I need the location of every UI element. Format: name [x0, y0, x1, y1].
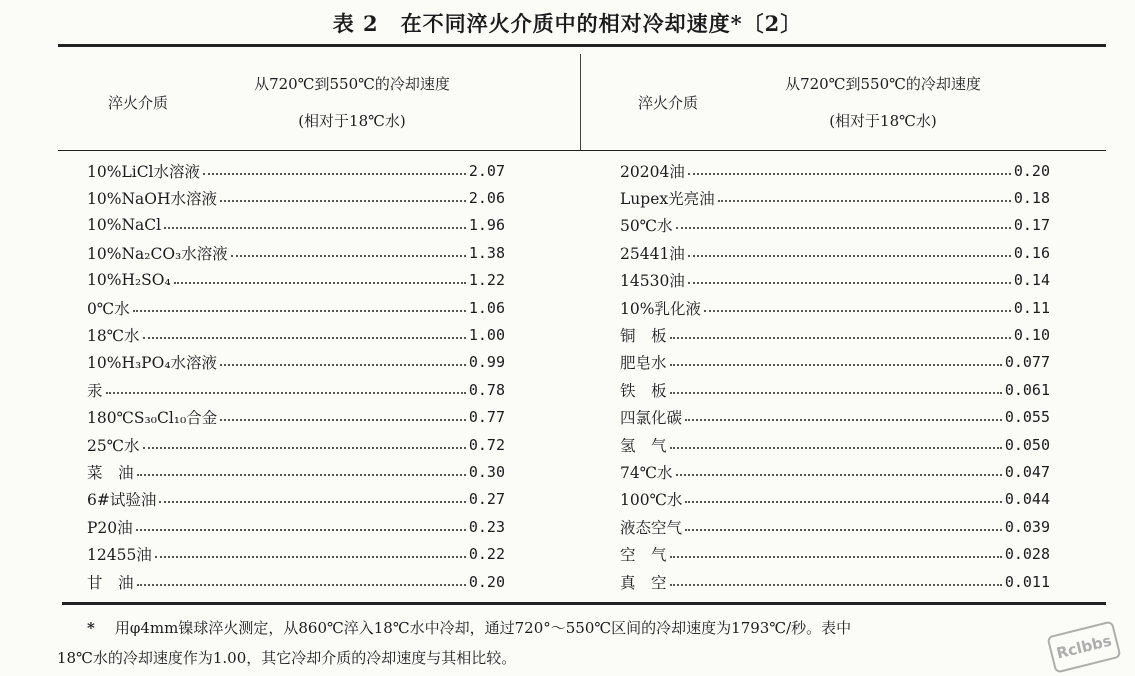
- cooling-rate-value: 0.17: [1013, 216, 1050, 235]
- medium-name: 10%LiCl水溶液: [87, 162, 201, 181]
- footnote-line1: 用φ4mm镍球淬火测定，从860℃淬入18℃水中冷却，通过720°～550℃区间的冷却速度为1793℃/秒。表中: [114, 619, 852, 637]
- leader-dots: [704, 310, 1011, 312]
- cooling-rate-value: 0.77: [468, 408, 505, 427]
- table-row: [87, 458, 505, 485]
- medium-name: 0℃水: [87, 299, 130, 318]
- table-row: [87, 568, 505, 595]
- table-row: [620, 513, 1050, 540]
- leader-dots: [106, 392, 466, 394]
- medium-name: 14530油: [620, 272, 685, 291]
- header-rate-line2: (相对于18℃水): [298, 112, 406, 130]
- cooling-rate-value: 0.11: [1013, 298, 1050, 317]
- cooling-rate-value: 0.16: [1013, 243, 1050, 262]
- header-rate-left: [212, 66, 492, 140]
- medium-name: 12455油: [87, 546, 152, 565]
- leader-dots: [670, 392, 1002, 394]
- medium-name: 10%乳化液: [620, 299, 701, 318]
- cooling-rate-value: 2.06: [468, 189, 505, 208]
- leader-dots: [688, 173, 1011, 175]
- cooling-rate-value: 1.00: [468, 326, 505, 345]
- medium-name: 25441油: [620, 244, 685, 263]
- leader-dots: [203, 173, 466, 175]
- leader-dots: [137, 584, 466, 586]
- medium-name: P20油: [87, 518, 133, 537]
- table-row: [87, 294, 505, 321]
- leader-dots: [143, 337, 466, 339]
- leader-dots: [136, 529, 466, 531]
- cooling-rate-value: 0.039: [1004, 517, 1050, 536]
- medium-name: 180℃S₃₀Cl₁₀合金: [87, 409, 218, 428]
- cooling-rate-value: 1.96: [468, 216, 505, 235]
- table-row: [620, 239, 1050, 266]
- cooling-rate-value: 0.20: [468, 572, 505, 591]
- left-column: [87, 157, 505, 595]
- leader-dots: [670, 364, 1002, 366]
- medium-name: 25℃水: [87, 436, 140, 455]
- cooling-rate-value: 0.22: [468, 545, 505, 564]
- table-row: [620, 321, 1050, 348]
- table-row: [620, 294, 1050, 321]
- medium-name: 6#试验油: [87, 491, 157, 510]
- table-row: [87, 212, 505, 239]
- table-row: [87, 157, 505, 184]
- medium-name: 20204油: [620, 162, 685, 181]
- table-row: [620, 267, 1050, 294]
- table-row: [620, 540, 1050, 567]
- cooling-rate-value: 0.27: [468, 490, 505, 509]
- medium-name: 汞: [87, 381, 103, 400]
- table-title: 表 2 在不同淬火介质中的相对冷却速度*〔2〕: [332, 11, 803, 36]
- medium-name: 10%NaOH水溶液: [87, 190, 217, 209]
- bottom-rule: [62, 602, 1106, 605]
- cooling-rate-value: 0.78: [468, 380, 505, 399]
- leader-dots: [670, 337, 1011, 339]
- medium-name: 甘 油: [87, 573, 134, 592]
- table-row: [87, 267, 505, 294]
- leader-dots: [159, 501, 466, 503]
- medium-name: 真 空: [620, 573, 667, 592]
- table-row: [620, 486, 1050, 513]
- leader-dots: [231, 255, 466, 257]
- medium-name: 液态空气: [620, 518, 683, 537]
- header-rule: [58, 150, 1106, 151]
- medium-name: Lupex光亮油: [620, 190, 715, 209]
- leader-dots: [133, 310, 466, 312]
- medium-name: 铁 板: [620, 381, 667, 400]
- table-row: [620, 184, 1050, 211]
- medium-name: 铜 板: [620, 327, 667, 346]
- cooling-rate-value: 0.99: [468, 353, 505, 372]
- table-row: [87, 513, 505, 540]
- leader-dots: [220, 200, 466, 202]
- leader-dots: [688, 255, 1011, 257]
- header-rate-line2: (相对于18℃水): [829, 112, 937, 130]
- table-row: [620, 376, 1050, 403]
- table-row: [87, 321, 505, 348]
- table-row: [87, 376, 505, 403]
- leader-dots: [670, 447, 1002, 449]
- header-rate-line1: 从720℃到550℃的冷却速度: [254, 75, 450, 93]
- table-row: [620, 431, 1050, 458]
- leader-dots: [220, 364, 466, 366]
- table-row: [87, 239, 505, 266]
- table-row: [87, 184, 505, 211]
- medium-name: 氢 气: [620, 436, 667, 455]
- leader-dots: [685, 501, 1001, 503]
- leader-dots: [174, 282, 466, 284]
- cooling-rate-value: 0.028: [1004, 545, 1050, 564]
- leader-dots: [670, 556, 1002, 558]
- leader-dots: [220, 419, 466, 421]
- table-row: [620, 404, 1050, 431]
- medium-name: 74℃水: [620, 463, 673, 482]
- leader-dots: [164, 227, 466, 229]
- table-row: [87, 486, 505, 513]
- medium-name: 100℃水: [620, 491, 683, 510]
- table-row: [87, 431, 505, 458]
- cooling-rate-value: 1.22: [468, 271, 505, 290]
- top-rule: [58, 44, 1106, 47]
- cooling-rate-value: 0.23: [468, 517, 505, 536]
- center-divider: [580, 54, 581, 150]
- leader-dots: [143, 447, 466, 449]
- header-medium-right: 淬火介质: [638, 94, 699, 112]
- footnote: [57, 613, 1077, 667]
- footnote-star: *: [87, 619, 95, 637]
- medium-name: 10%NaCl: [87, 216, 162, 235]
- cooling-rate-value: 0.050: [1004, 435, 1050, 454]
- cooling-rate-value: 0.044: [1004, 490, 1050, 509]
- medium-name: 肥皂水: [620, 354, 667, 373]
- right-column: [620, 157, 1050, 595]
- table-row: [87, 349, 505, 376]
- table-row: [620, 458, 1050, 485]
- table-row: [87, 404, 505, 431]
- cooling-rate-value: 0.047: [1004, 462, 1050, 481]
- cooling-rate-value: 2.07: [468, 161, 505, 180]
- cooling-rate-value: 0.10: [1013, 326, 1050, 345]
- cooling-rate-value: 1.06: [468, 298, 505, 317]
- table-row: [620, 212, 1050, 239]
- leader-dots: [676, 474, 1002, 476]
- header-rate-line1: 从720℃到550℃的冷却速度: [785, 75, 981, 93]
- medium-name: 10%H₂SO₄: [87, 271, 171, 290]
- cooling-rate-value: 0.14: [1013, 271, 1050, 290]
- medium-name: 10%Na₂CO₃水溶液: [87, 244, 228, 263]
- header-medium-left: 淬火介质: [108, 94, 169, 112]
- medium-name: 10%H₃PO₄水溶液: [87, 354, 218, 373]
- table-row: [620, 349, 1050, 376]
- watermark-stamp: Rclbbs: [1046, 620, 1121, 673]
- table-row: [620, 568, 1050, 595]
- cooling-rate-value: 1.38: [468, 243, 505, 262]
- medium-name: 四氯化碳: [620, 409, 683, 428]
- medium-name: 18℃水: [87, 327, 140, 346]
- cooling-rate-value: 0.20: [1013, 161, 1050, 180]
- cooling-rate-value: 0.061: [1004, 380, 1050, 399]
- leader-dots: [670, 584, 1002, 586]
- cooling-rate-value: 0.011: [1004, 572, 1050, 591]
- cooling-rate-value: 0.18: [1013, 189, 1050, 208]
- leader-dots: [718, 200, 1011, 202]
- cooling-rate-value: 0.077: [1004, 353, 1050, 372]
- footnote-line2: 18℃水的冷却速度作为1.00，其它冷却介质的冷却速度与其相比较。: [57, 649, 517, 667]
- leader-dots: [685, 529, 1002, 531]
- leader-dots: [155, 556, 466, 558]
- header-rate-right: [743, 66, 1023, 140]
- medium-name: 50℃水: [620, 217, 673, 236]
- medium-name: 菜 油: [87, 463, 134, 482]
- cooling-rate-value: 0.055: [1004, 408, 1050, 427]
- medium-name: 空 气: [620, 546, 667, 565]
- leader-dots: [676, 227, 1011, 229]
- cooling-rate-value: 0.72: [468, 435, 505, 454]
- table-row: [620, 157, 1050, 184]
- cooling-rate-value: 0.30: [468, 462, 505, 481]
- table-row: [87, 540, 505, 567]
- leader-dots: [685, 419, 1002, 421]
- leader-dots: [688, 282, 1011, 284]
- leader-dots: [137, 474, 466, 476]
